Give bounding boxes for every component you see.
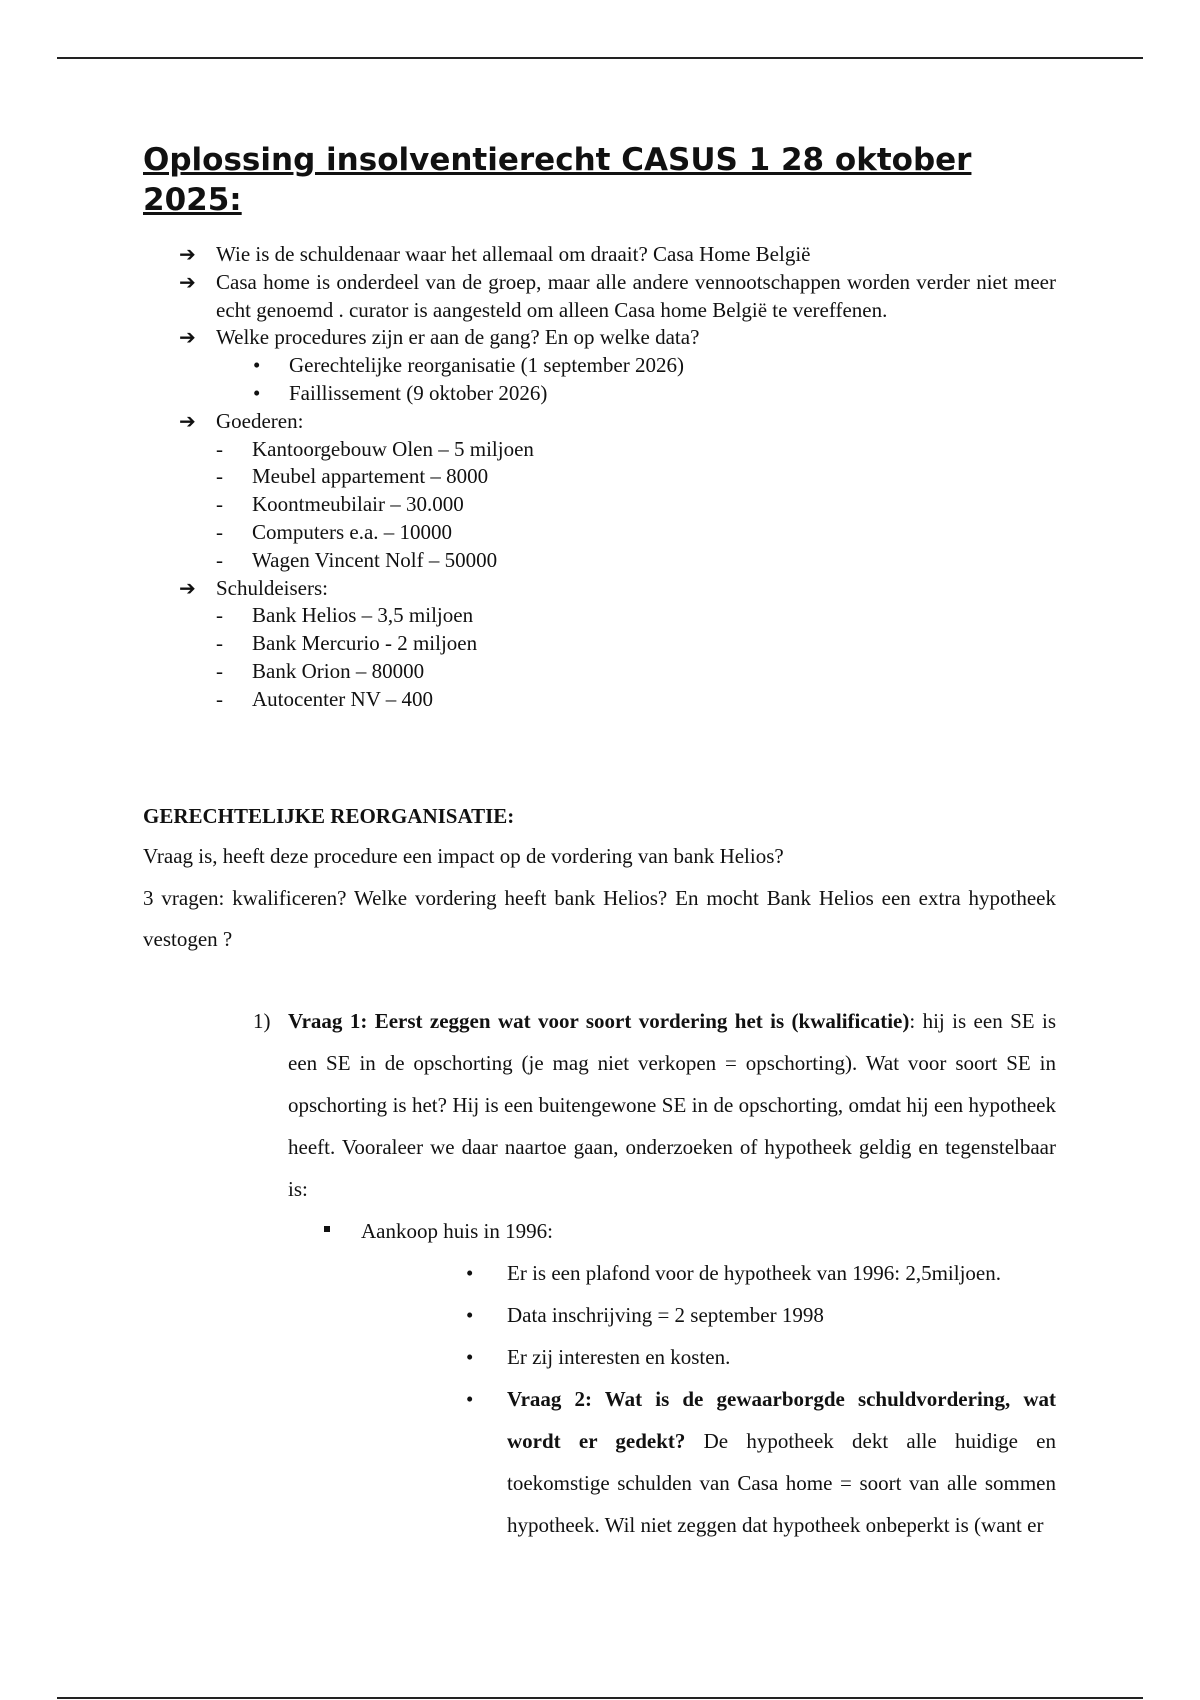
bullet-icon: • (253, 353, 261, 378)
procedure-text: Faillissement (9 oktober 2026) (289, 380, 548, 405)
group-note: Casa home is onderdeel van de groep, maar alle andere vennootschappen worden verder niet meer echt genoemd . curator is aangesteld om alleen Casa home België te vereffenen. (216, 269, 1056, 322)
bottom-rule (57, 1697, 1143, 1699)
dash-icon: - (216, 436, 223, 461)
goods-label: Goederen: (216, 408, 304, 433)
dash-icon: - (216, 631, 223, 656)
question-2-bold: Vraag 2: Wat is de gewaarborgde schuldvordering, wat wordt er gedekt? (507, 1387, 1056, 1453)
list-item (179, 491, 1056, 519)
list-item (179, 547, 1056, 575)
list-item (179, 658, 1056, 686)
creditors-list (216, 602, 1056, 713)
intro-list (179, 241, 1056, 714)
question-debtor: Wie is de schuldenaar waar het allemaal om draait? Casa Home België (216, 242, 811, 266)
list-item (179, 241, 1056, 269)
arrow-right-icon: ➔ (179, 325, 196, 350)
mortgage-details (434, 1252, 1056, 1546)
dash-icon: - (216, 547, 223, 572)
list-item (364, 1378, 1056, 1546)
detail-text: Er is een plafond voor de hypotheek van 1996: 2,5miljoen. (507, 1261, 1001, 1285)
list-item (364, 1252, 1056, 1294)
good-text: Wagen Vincent Nolf – 50000 (252, 547, 498, 572)
paragraph: Vraag is, heeft deze procedure een impact op de vordering van bank Helios? (143, 844, 784, 868)
arrow-right-icon: ➔ (179, 408, 196, 433)
list-item (179, 463, 1056, 491)
dash-icon: - (216, 686, 223, 711)
reorganisation-section (143, 796, 1056, 961)
detail-text: Data inschrijving = 2 september 1998 (507, 1303, 824, 1327)
question-2-text: De hypotheek dekt alle huidige en toekomstige schulden van Casa home = soort van alle sommen hypotheek. Wil niet zeggen dat hypotheek onbeperkt is (want er (507, 1429, 1056, 1537)
bullet-icon: • (466, 1261, 474, 1285)
list-item (179, 686, 1056, 714)
arrow-right-icon: ➔ (179, 575, 196, 600)
list-item (179, 575, 1056, 714)
list-item (364, 1336, 1056, 1378)
list-item (179, 324, 1056, 407)
paragraph: 3 vragen: kwalificeren? Welke vordering heeft bank Helios? En mocht Bank Helios een extra hypotheek vestogen ? (143, 885, 1056, 951)
list-item (179, 436, 1056, 464)
dash-icon: - (216, 519, 223, 544)
square-bullet-icon (324, 1226, 330, 1232)
list-item (179, 269, 1056, 325)
procedures-list (216, 352, 1056, 408)
good-text: Kantoorgebouw Olen – 5 miljoen (252, 436, 534, 461)
question-procedures: Welke procedures zijn er aan de gang? En op welke data? (216, 325, 700, 350)
list-item (216, 380, 1056, 408)
question-1-bold: Vraag 1: Eerst zeggen wat voor soort vordering het is (kwalificatie) (288, 1009, 910, 1033)
list-item (364, 1294, 1056, 1336)
section-heading: GERECHTELIJKE REORGANISATIE: (143, 804, 515, 828)
purchase-label: Aankoop huis in 1996: (361, 1219, 553, 1243)
list-item (179, 602, 1056, 630)
list-item (216, 352, 1056, 380)
item-number: 1) (253, 1009, 271, 1033)
dash-icon: - (216, 492, 223, 517)
goods-list (216, 436, 1056, 575)
creditor-text: Autocenter NV – 400 (252, 686, 433, 711)
good-text: Meubel appartement – 8000 (252, 464, 489, 489)
creditor-text: Bank Orion – 80000 (252, 658, 425, 683)
creditor-text: Bank Helios – 3,5 miljoen (252, 603, 474, 628)
dash-icon: - (216, 658, 223, 683)
dash-icon: - (216, 603, 223, 628)
list-item (288, 1210, 1056, 1546)
bullet-icon: • (466, 1345, 474, 1369)
bullet-icon: • (253, 380, 261, 405)
procedure-text: Gerechtelijke reorganisatie (1 september 2026) (289, 353, 684, 378)
list-item (179, 408, 1056, 575)
bullet-icon: • (466, 1303, 474, 1327)
good-text: Computers e.a. – 10000 (252, 519, 453, 544)
numbered-item-1 (253, 1000, 1056, 1546)
page-title: Oplossing insolventierecht CASUS 1 28 oktober 2025: (143, 142, 972, 218)
top-rule (57, 57, 1143, 59)
arrow-right-icon: ➔ (179, 242, 196, 266)
detail-text: Er zij interesten en kosten. (507, 1345, 731, 1369)
bullet-icon: • (466, 1387, 474, 1411)
dash-icon: - (216, 464, 223, 489)
list-item (179, 630, 1056, 658)
creditors-label: Schuldeisers: (216, 575, 328, 600)
question-1-text: : hij is een SE is een SE in de opschorting (je mag niet verkopen = opschorting). Wat voor soort SE in opschorting is het? Hij is een buitengewone SE in de opschorting, omdat hij een hypotheek heeft. Vooraleer we daar naartoe gaan, onderzoeken of hypotheek geldig en tegenstelbaar is: (288, 1009, 1056, 1201)
list-item (179, 519, 1056, 547)
arrow-right-icon: ➔ (179, 269, 196, 294)
item-body (253, 1000, 1056, 1210)
creditor-text: Bank Mercurio - 2 miljoen (252, 631, 478, 656)
good-text: Koontmeubilair – 30.000 (252, 492, 464, 517)
